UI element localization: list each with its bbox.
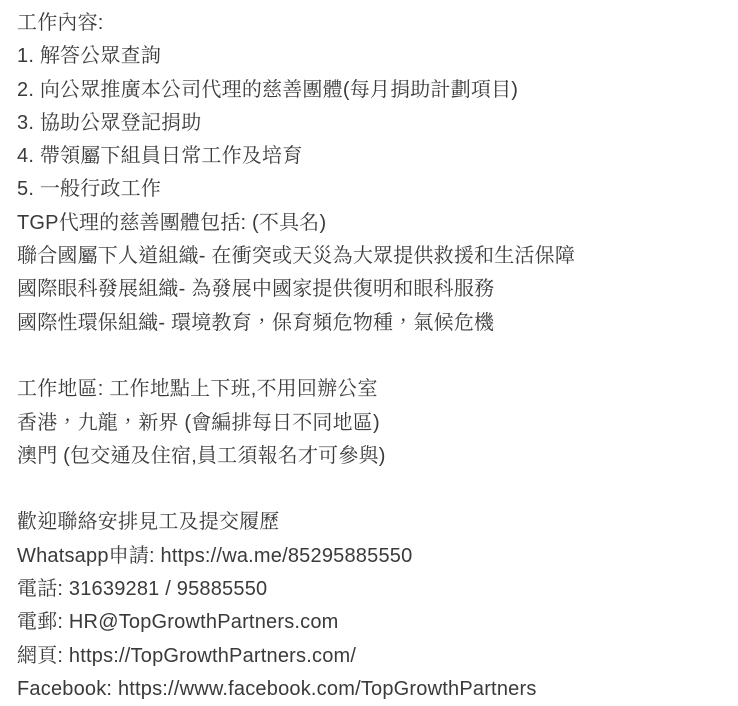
work-location-line-2: 澳門 (包交通及住宿,員工須報名才可參與) (17, 444, 386, 467)
contact-phone: 電話: 31639281 / 95885550 (17, 578, 268, 601)
charity-org-1: 聯合國屬下人道組織- 在衝突或天災為大眾提供救援和生活保障 (17, 245, 576, 268)
contact-email: 電郵: HR@TopGrowthPartners.com (17, 611, 339, 634)
job-duty-item-5: 5. 一般行政工作 (17, 178, 162, 201)
spacer-line (17, 473, 722, 506)
contact-facebook: Facebook: https://www.facebook.com/TopGrowthPartners (17, 677, 537, 700)
contact-whatsapp: Whatsapp申請: https://wa.me/85295885550 (17, 544, 413, 567)
job-duty-item-4: 4. 帶領屬下組員日常工作及培育 (17, 145, 303, 168)
contact-website: 網頁: https://TopGrowthPartners.com/ (17, 644, 357, 667)
job-duty-item-1: 1. 解答公眾查詢 (17, 45, 162, 68)
work-location-line-1: 香港，九龍，新界 (會編排每日不同地區) (17, 411, 380, 434)
spacer-line (17, 340, 722, 373)
work-location-heading: 工作地區: 工作地點上下班,不用回辦公室 (17, 378, 378, 401)
charity-org-2: 國際眼科發展組織- 為發展中國家提供復明和眼科服務 (17, 278, 495, 301)
contact-intro: 歡迎聯絡安排見工及提交履歷 (17, 511, 280, 534)
contact-section (17, 506, 722, 706)
job-duties-section (17, 7, 722, 207)
job-duty-item-3: 3. 協助公眾登記捐助 (17, 111, 202, 134)
job-duties-heading: 工作內容: (17, 12, 104, 34)
charity-org-3: 國際性環保組織- 環境教育，保育頻危物種，氣候危機 (17, 311, 495, 334)
job-duty-item-2: 2. 向公眾推廣本公司代理的慈善團體(每月捐助計劃項目) (17, 78, 519, 101)
charities-section (17, 207, 722, 340)
work-location-section (17, 373, 722, 473)
charities-intro: TGP代理的慈善團體包括: (不具名) (17, 211, 327, 234)
